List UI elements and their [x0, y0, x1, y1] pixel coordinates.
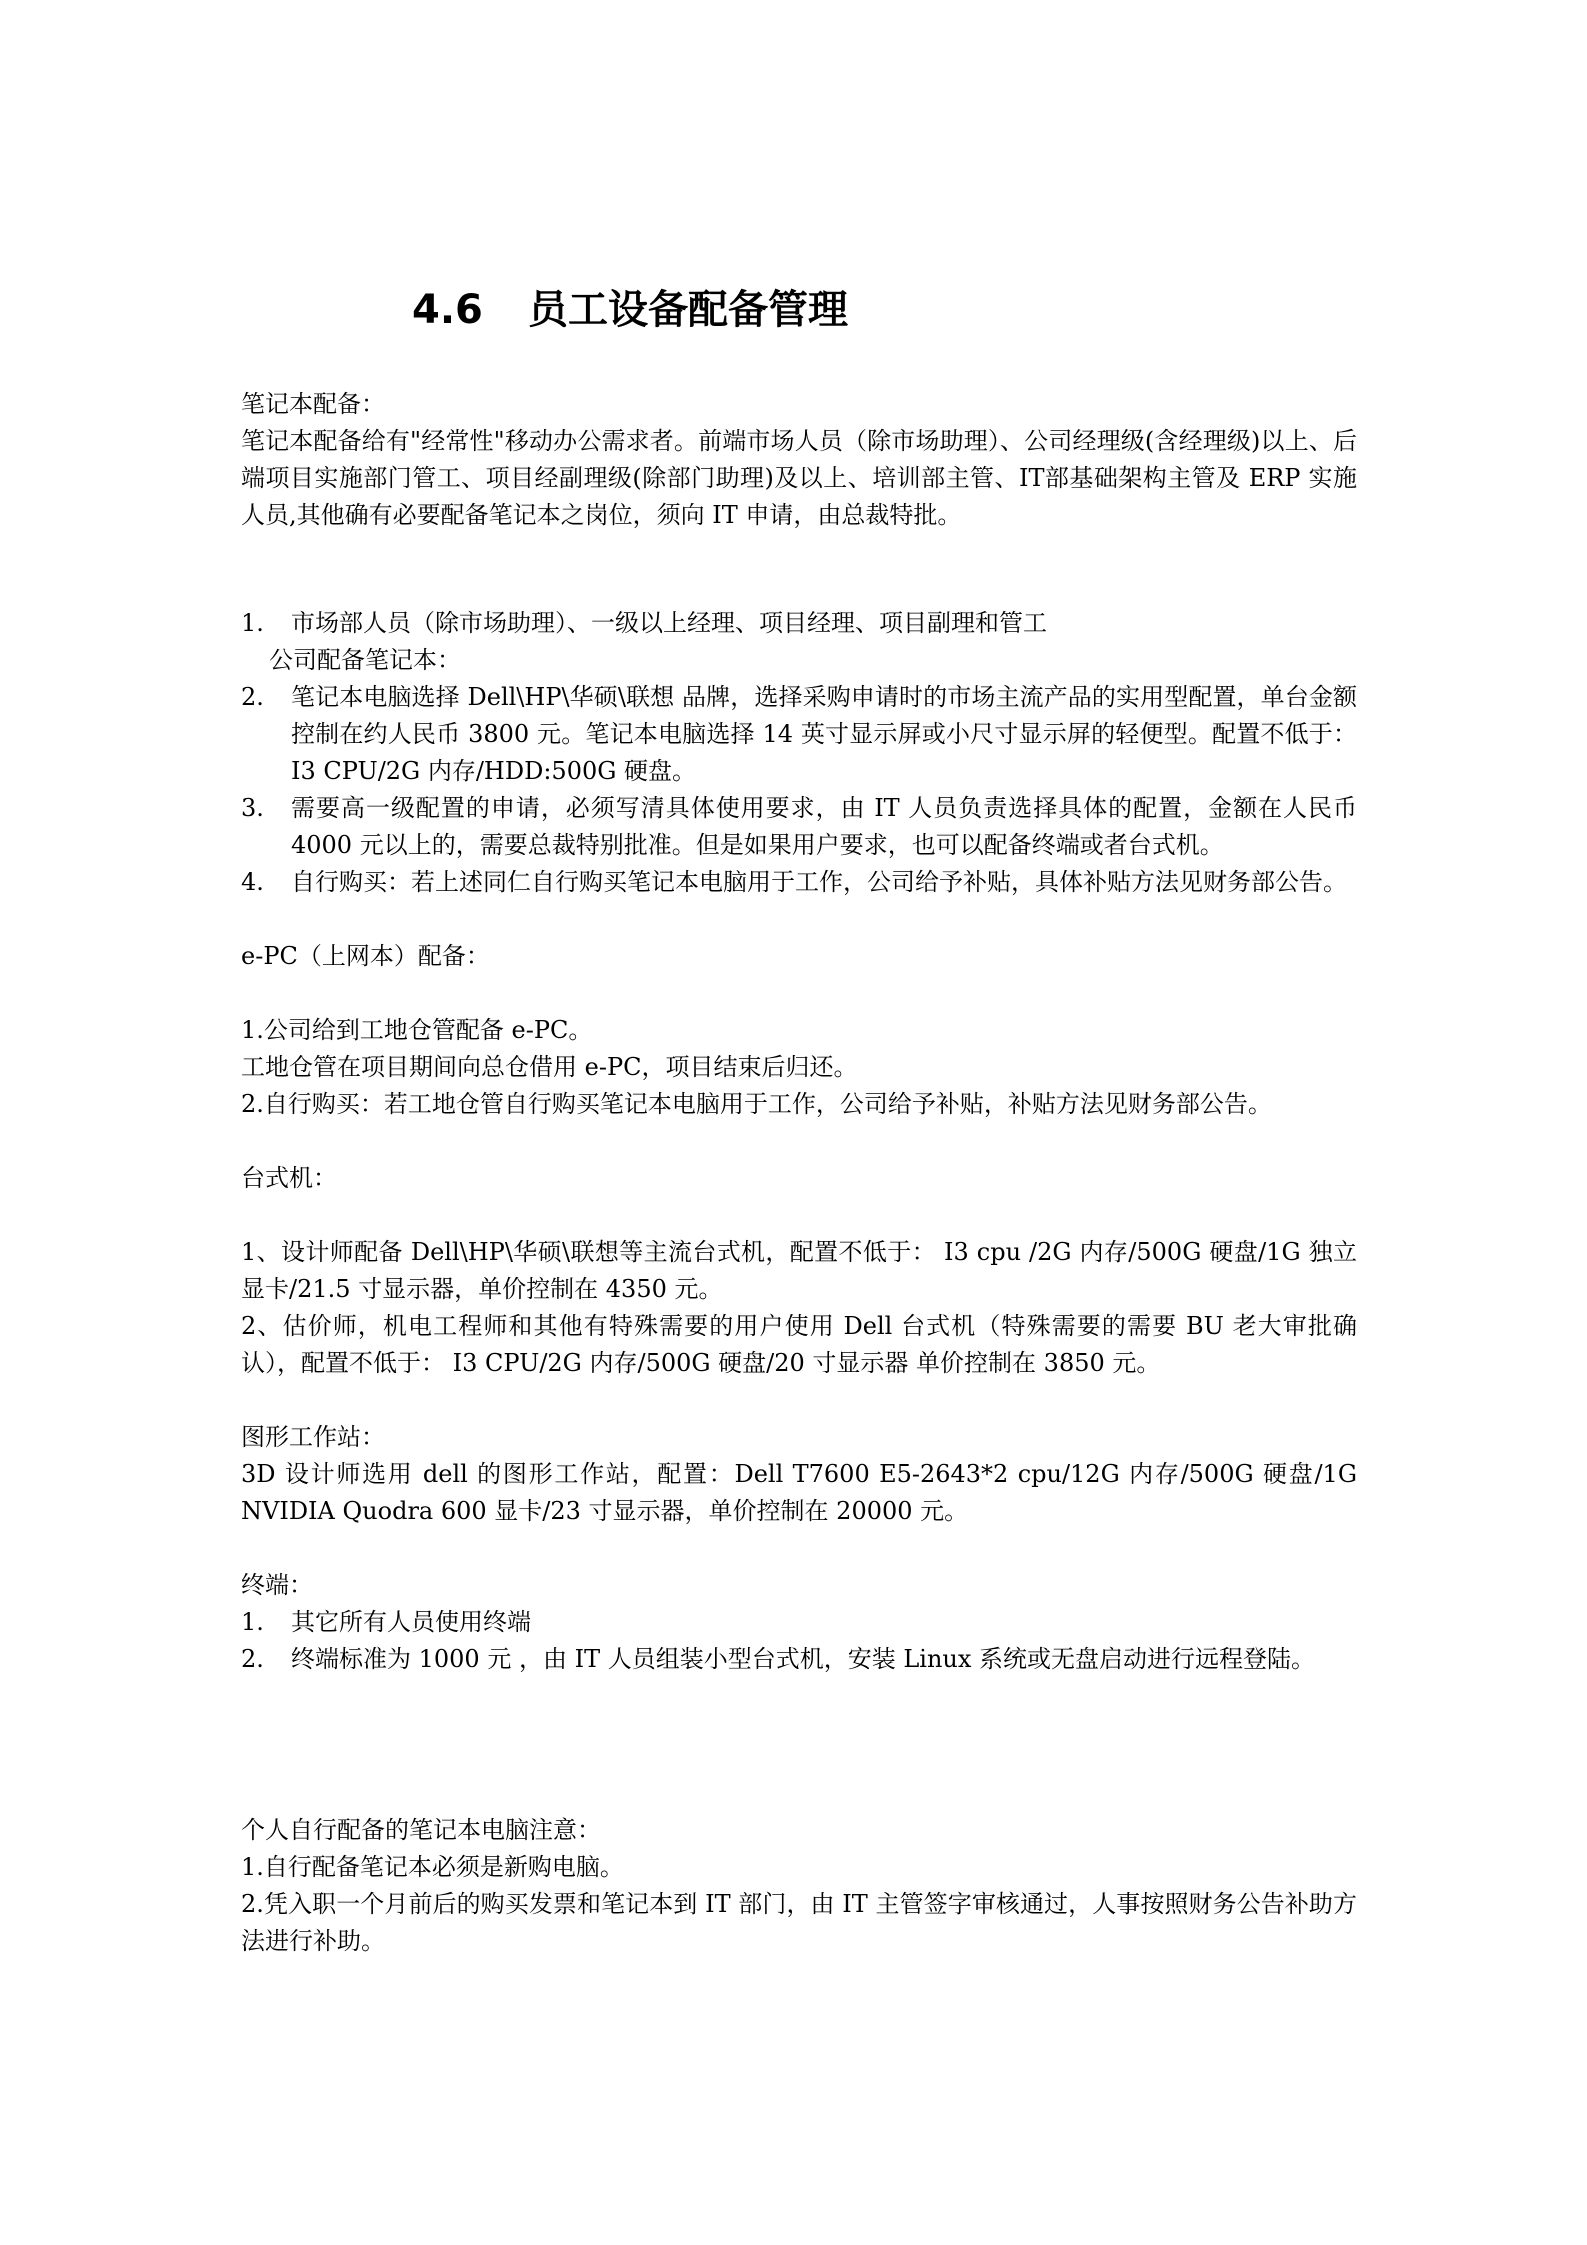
- epc-line-1: 1.公司给到工地仓管配备 e-PC。: [241, 1016, 593, 1044]
- laptop-list-item-3: [241, 790, 1357, 864]
- list-number: 2.: [241, 683, 264, 711]
- workstation-section-title: 图形工作站：: [241, 1423, 385, 1451]
- section-heading: [412, 282, 848, 338]
- workstation-line-1: 3D 设计师选用 dell 的图形工作站，配置：Dell T7600 E5-2643*2 cpu/12G 内存/500G 硬盘/1G NVIDIA Quodra 600 显卡/23 寸显示器，单价控制在 20000 元。: [241, 1460, 1357, 1525]
- list-number: 1.: [241, 1608, 264, 1636]
- laptop-section-title: 笔记本配备：: [241, 390, 385, 418]
- personal-section-title: 个人自行配备的笔记本电脑注意：: [241, 1816, 601, 1844]
- desktop-line-2: 2、估价师，机电工程师和其他有特殊需要的用户使用 Dell 台式机（特殊需要的需要 BU 老大审批确认），配置不低于： I3 CPU/2G 内存/500G 硬盘/20 寸显示器 单价控制在 3850 元。: [241, 1312, 1357, 1377]
- list-text: 市场部人员（除市场助理）、一级以上经理、项目经理、项目副理和管工: [291, 609, 1047, 637]
- desktop-line-1: 1、设计师配备 Dell\HP\华硕\联想等主流台式机，配置不低于： I3 cpu /2G 内存/500G 硬盘/1G 独立显卡/21.5 寸显示器，单价控制在 4350 元。: [241, 1238, 1357, 1303]
- terminal-list-item-2: [241, 1641, 1357, 1678]
- document-body: [241, 386, 1357, 1960]
- laptop-list-item-4: [241, 864, 1357, 901]
- list-text: 自行购买：若上述同仁自行购买笔记本电脑用于工作，公司给予补贴，具体补贴方法见财务部公告。: [291, 868, 1347, 896]
- personal-line-1: 1.自行配备笔记本必须是新购电脑。: [241, 1853, 624, 1881]
- section-title: 员工设备配备管理: [528, 287, 848, 333]
- terminal-section-title: 终端：: [241, 1571, 313, 1599]
- list-text: 终端标准为 1000 元 ，由 IT 人员组装小型台式机，安装 Linux 系统或无盘启动进行远程登陆。: [291, 1645, 1316, 1673]
- document-page: [241, 0, 1357, 2245]
- laptop-intro-paragraph: 笔记本配备给有"经常性"移动办公需求者。前端市场人员（除市场助理）、公司经理级(含经理级)以上、后端项目实施部门管工、项目经副理级(除部门助理)及以上、培训部主管、IT部基础架构主管及 ERP 实施人员,其他确有必要配备笔记本之岗位，须向 IT 申请，由总裁特批。: [241, 427, 1357, 529]
- list-number: 4.: [241, 868, 264, 896]
- epc-line-3: 2.自行购买：若工地仓管自行购买笔记本电脑用于工作，公司给予补贴，补贴方法见财务部公告。: [241, 1090, 1272, 1118]
- list-text: 笔记本电脑选择 Dell\HP\华硕\联想 品牌，选择采购申请时的市场主流产品的实用型配置，单台金额控制在约人民币 3800 元。笔记本电脑选择 14 英寸显示屏或小尺寸显示屏的轻便型。配置不低于： I3 CPU/2G 内存/HDD:500G 硬盘。: [291, 683, 1357, 785]
- list-text: 其它所有人员使用终端: [291, 1608, 531, 1636]
- list-number: 2.: [241, 1645, 264, 1673]
- section-number: 4.6: [412, 287, 483, 333]
- personal-line-2: 2.凭入职一个月前后的购买发票和笔记本到 IT 部门，由 IT 主管签字审核通过，人事按照财务公告补助方法进行补助。: [241, 1890, 1357, 1955]
- list-number: 3.: [241, 794, 264, 822]
- list-text: 需要高一级配置的申请，必须写清具体使用要求，由 IT 人员负责选择具体的配置，金额在人民币 4000 元以上的，需要总裁特别批准。但是如果用户要求，也可以配备终端或者台式机。: [291, 794, 1357, 859]
- laptop-list-item-2: [241, 679, 1357, 790]
- terminal-list-item-1: [241, 1604, 1357, 1641]
- epc-line-2: 工地仓管在项目期间向总仓借用 e-PC，项目结束后归还。: [241, 1053, 858, 1081]
- laptop-list-subline: 公司配备笔记本：: [269, 646, 461, 674]
- list-number: 1.: [241, 609, 264, 637]
- desktop-section-title: 台式机：: [241, 1164, 337, 1192]
- epc-section-title: e-PC（上网本）配备：: [241, 942, 490, 970]
- laptop-list-item-1: [241, 605, 1357, 642]
